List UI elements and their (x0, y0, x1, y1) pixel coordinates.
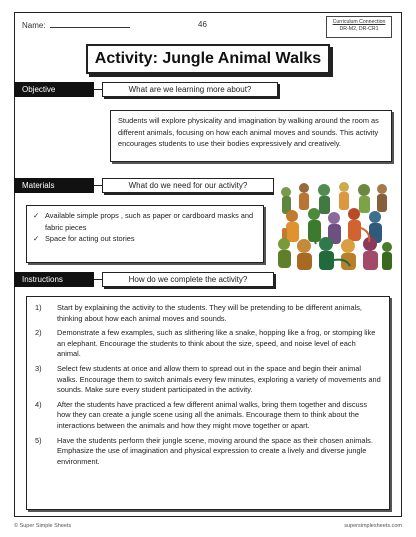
instructions-label: Instructions (14, 272, 94, 287)
footer-copyright: © Super Simple Sheets (14, 523, 72, 529)
curriculum-title: Curriculum Connection (332, 19, 386, 25)
step-number: 3) (35, 363, 42, 373)
instructions-section-bar (14, 272, 274, 287)
objective-box (110, 110, 392, 162)
materials-question: What do we need for our activity? (102, 178, 274, 193)
materials-item (33, 210, 257, 233)
step-text: Have the students perform their jungle scene, moving around the space as their chosen animals. Emphasize the use of imagination and physical expression to create a lively and diverse jungle environment. (57, 435, 373, 466)
step-text: Select few students at once and allow them to spread out in the space and begin their animal walks. Encourage them to switch animals every few minutes, exploring a variety of movements and sounds. Make sure every student participated in the activity. (57, 363, 381, 395)
step-text: After the students have practiced a few different animal walks, bring them together and discuss how they can create a jungle scene using all the animals. Encourage them to think about the interactions between the animals and how they might move together or apart. (57, 399, 368, 430)
instruction-step (33, 436, 381, 468)
footer-website-link[interactable]: supersimplesheets.com (344, 523, 402, 529)
step-number: 4) (35, 399, 42, 409)
step-text: Demonstrate a few examples, such as slithering like a snake, hopping like a frog, or stomping like an elephant. Encourage the students to think about the size, speed, and noise level of each animal. (57, 328, 376, 359)
checkmark-icon: ✓ (33, 211, 40, 220)
step-text: Start by explaining the activity to the students. They will be pretending to be different animals, thinking about how each animal moves and sounds. (57, 303, 362, 323)
objective-label: Objective (14, 82, 94, 97)
step-number: 2) (35, 328, 42, 338)
objective-rule (94, 89, 102, 90)
materials-item-text: Space for acting out stories (45, 234, 135, 243)
materials-box (26, 205, 264, 263)
objective-text: Students will explore physicality and imagination by walking around the room as different animals, focusing on how each animal moves and sounds. This activity encourages students to use their bodies expressively and creatively. (118, 116, 379, 148)
curriculum-connection-box (326, 16, 392, 38)
materials-rule (94, 185, 102, 186)
checkmark-icon: ✓ (33, 234, 40, 243)
instruction-step (33, 303, 381, 324)
instructions-rule (94, 279, 102, 280)
page-number: 46 (198, 20, 207, 29)
objective-section-bar (14, 82, 402, 97)
objective-question: What are we learning more about? (102, 82, 278, 97)
materials-item (33, 233, 257, 245)
materials-section-bar (14, 178, 274, 193)
name-field[interactable] (22, 20, 130, 30)
step-number: 1) (35, 303, 42, 312)
activity-title: Activity: Jungle Animal Walks (86, 44, 330, 74)
instructions-question: How do we complete the activity? (102, 272, 274, 287)
materials-item-text: Available simple props , such as paper or cardboard masks and fabric pieces (45, 211, 254, 232)
materials-label: Materials (14, 178, 94, 193)
curriculum-codes: DR-M2, DR-CR1 (339, 25, 379, 32)
step-number: 5) (35, 435, 42, 445)
instruction-step (33, 400, 381, 432)
instructions-box (26, 296, 390, 510)
name-line[interactable] (50, 20, 130, 28)
name-label: Name: (22, 21, 46, 30)
students-animal-costumes-illustration (274, 180, 392, 270)
instruction-step (33, 364, 381, 396)
instruction-step (33, 328, 381, 360)
